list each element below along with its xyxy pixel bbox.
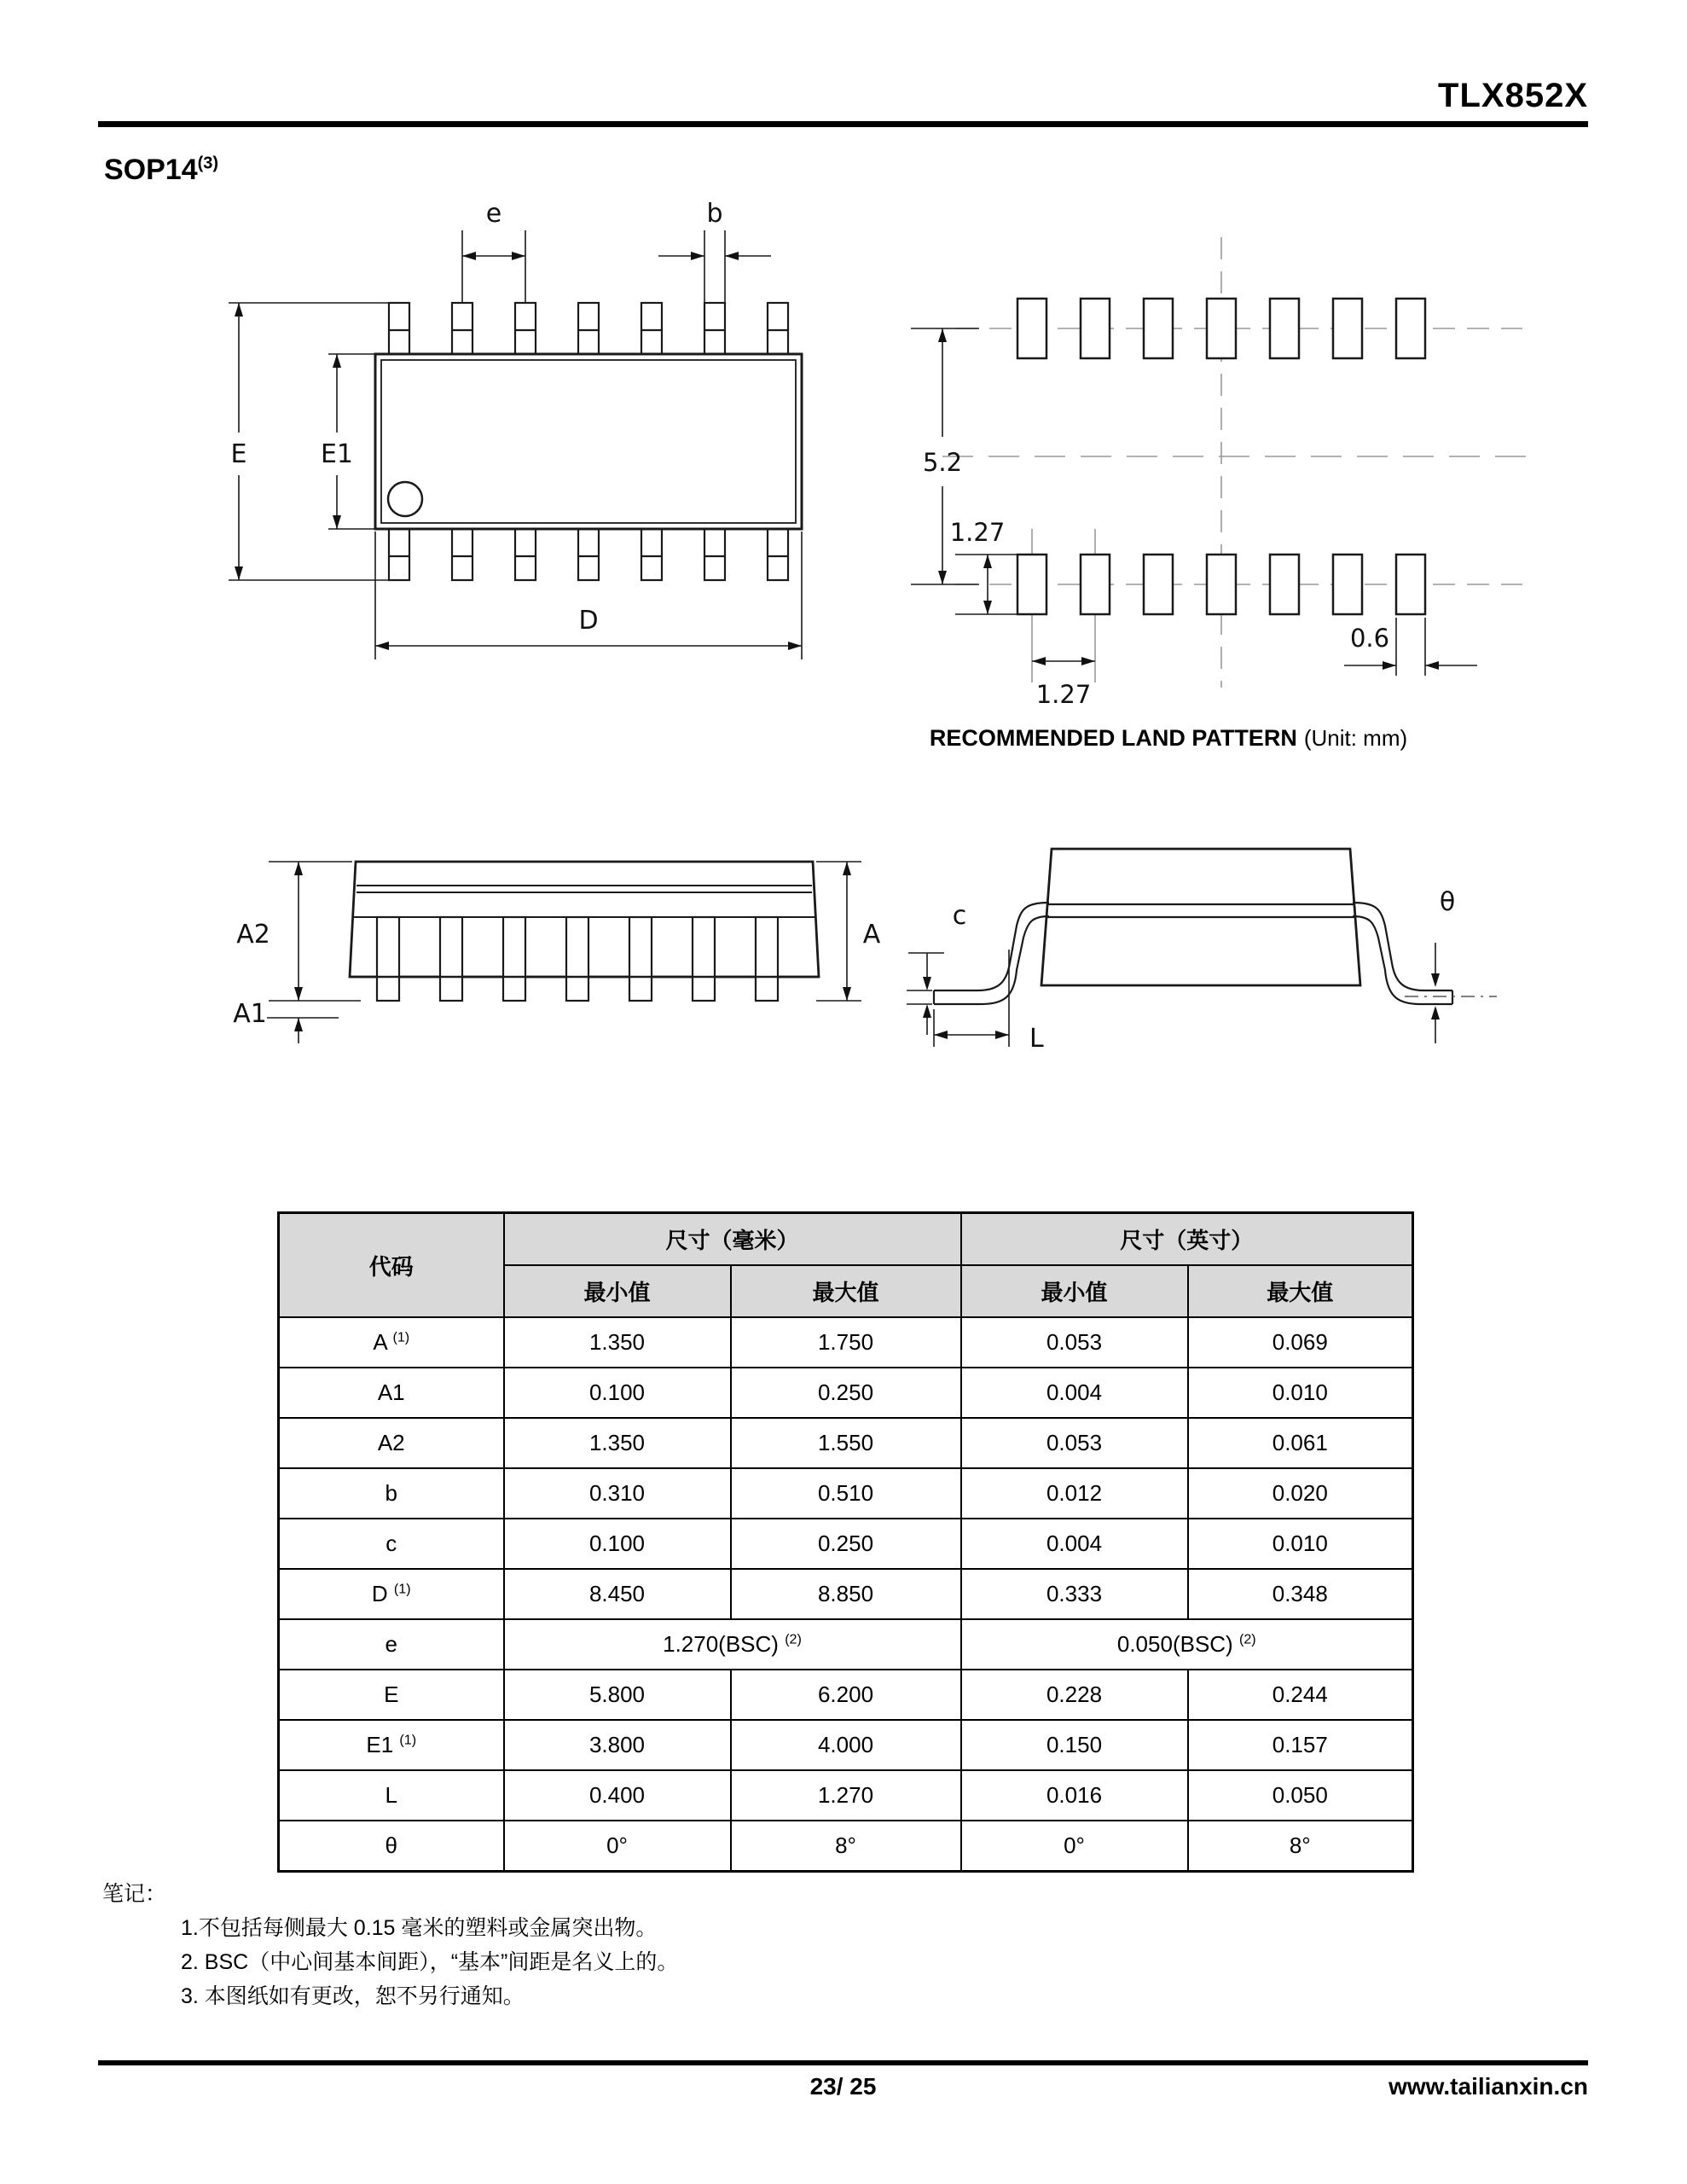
dimension-cell: 6.200: [731, 1670, 961, 1720]
dimension-cell: 8.450: [504, 1569, 731, 1619]
dimension-cell: E1 $^{(1)}$: [279, 1720, 504, 1770]
dimension-cell: e: [279, 1619, 504, 1670]
dim-label-D: D: [578, 606, 599, 636]
package-top-view-drawing: [162, 192, 844, 687]
dimension-cell: A $^{(1)}$: [279, 1317, 504, 1368]
dim-label-b: b: [706, 199, 723, 229]
dimension-cell: 0.348: [1188, 1569, 1413, 1619]
dim-label-A2: A2: [236, 920, 270, 950]
dim-label-E1: E1: [320, 439, 354, 469]
dim-label-row-spacing: 5.2: [922, 448, 963, 477]
document-title: TLX852X: [1438, 77, 1588, 114]
col-header-inch-max: 最大值: [1188, 1265, 1413, 1317]
land-pattern-caption: [836, 725, 1501, 752]
dimension-row: [279, 1770, 1413, 1821]
notes-title: 笔记：: [102, 1882, 167, 1906]
dimension-cell: 8°: [1188, 1821, 1413, 1872]
dimension-cell: 1.750: [731, 1317, 961, 1368]
dimension-cell: 0.010: [1188, 1368, 1413, 1418]
dimension-cell: 0.100: [504, 1519, 731, 1569]
dim-label-theta: θ: [1439, 887, 1456, 917]
dimension-cell: 8.850: [731, 1569, 961, 1619]
dimension-cell: 0.061: [1188, 1418, 1413, 1468]
dimension-cell: 0.510: [731, 1468, 961, 1519]
header-rule: [98, 121, 1588, 127]
dimension-cell: 0.020: [1188, 1468, 1413, 1519]
dimension-cell: 0.016: [961, 1770, 1188, 1821]
dimension-cell: 0°: [504, 1821, 731, 1872]
land-pattern-drawing: [870, 205, 1552, 708]
dimension-cell: 8°: [731, 1821, 961, 1872]
dimension-row: [279, 1821, 1413, 1872]
dimension-cell: 0.100: [504, 1368, 731, 1418]
dimension-cell: 1.550: [731, 1418, 961, 1468]
dimension-cell: 1.270(BSC) $^{(2)}$: [504, 1619, 961, 1670]
package-body: [375, 354, 802, 529]
dimension-cell: 1.270: [731, 1770, 961, 1821]
page-number: 23/ 25: [809, 2073, 877, 2100]
dimension-cell: 0.333: [961, 1569, 1188, 1619]
dimension-row: [279, 1317, 1413, 1368]
dim-label-A1: A1: [233, 999, 267, 1029]
dimension-row: [279, 1418, 1413, 1468]
dimension-cell: 5.800: [504, 1670, 731, 1720]
dimension-cell: D $^{(1)}$: [279, 1569, 504, 1619]
dimension-row: [279, 1569, 1413, 1619]
col-header-mm-min: 最小值: [504, 1265, 731, 1317]
dimension-cell: 0.004: [961, 1519, 1188, 1569]
package-profile-view-drawing: [900, 815, 1531, 1071]
dim-label-E: E: [230, 439, 247, 469]
dimension-cell: 0.150: [961, 1720, 1188, 1770]
land-pattern-caption-unit: (Unit: mm): [1303, 725, 1408, 751]
note-item: 1.不包括每侧最大 0.15 毫米的塑料或金属突出物。: [181, 1916, 658, 1940]
dimension-cell: 0.050: [1188, 1770, 1413, 1821]
dimension-row: [279, 1670, 1413, 1720]
dimension-cell: 0.244: [1188, 1670, 1413, 1720]
dimensions-table: [277, 1211, 1414, 1873]
package-name: SOP14: [104, 154, 198, 186]
dimension-cell: b: [279, 1468, 504, 1519]
col-header-mm: 尺寸（毫米）: [504, 1213, 961, 1266]
dimension-cell: 0.400: [504, 1770, 731, 1821]
dimension-row: [279, 1368, 1413, 1418]
package-front-view-drawing: [141, 815, 891, 1045]
dimension-cell: c: [279, 1519, 504, 1569]
dimension-row: [279, 1468, 1413, 1519]
dimension-row: [279, 1720, 1413, 1770]
dimension-cell: 1.350: [504, 1317, 731, 1368]
col-header-code: 代码: [279, 1213, 504, 1318]
dim-label-e: e: [485, 199, 502, 229]
dimension-cell: 0.050(BSC) $^{(2)}$: [961, 1619, 1413, 1670]
dimension-row: [279, 1519, 1413, 1569]
dimension-cell: L: [279, 1770, 504, 1821]
dimension-cell: 0.053: [961, 1317, 1188, 1368]
website-link[interactable]: www.tailianxin.cn: [1388, 2073, 1588, 2100]
dim-label-pad-height: 1.27: [949, 518, 1006, 547]
bottom-pins: [389, 529, 788, 580]
dimension-cell: 0.010: [1188, 1519, 1413, 1569]
dimension-cell: A2: [279, 1418, 504, 1468]
dimension-cell: 0°: [961, 1821, 1188, 1872]
package-name-superscript: (3): [197, 154, 219, 173]
dimension-cell: 0.310: [504, 1468, 731, 1519]
dimension-cell: 1.350: [504, 1418, 731, 1468]
dim-label-pitch: 1.27: [1035, 680, 1092, 708]
note-item: 2. BSC（中心间基本间距），“基本”间距是名义上的。: [181, 1950, 679, 1974]
land-pattern-arrowheads: [938, 328, 1439, 670]
col-header-inch-min: 最小值: [961, 1265, 1188, 1317]
dimension-cell: 0.250: [731, 1519, 961, 1569]
note-item: 3. 本图纸如有更改，恕不另行通知。: [181, 1984, 525, 2008]
footer-rule: [98, 2060, 1588, 2065]
dim-label-c: c: [952, 901, 967, 931]
dimension-cell: 0.004: [961, 1368, 1188, 1418]
dimension-cell: 0.069: [1188, 1317, 1413, 1368]
dimension-cell: 0.053: [961, 1418, 1188, 1468]
dimension-row: [279, 1619, 1413, 1670]
dimension-cell: E: [279, 1670, 504, 1720]
package-section-title: [104, 154, 218, 187]
dim-label-pad-width: 0.6: [1349, 624, 1390, 653]
dimensions-table-header: [279, 1213, 1413, 1318]
dimension-cell: 4.000: [731, 1720, 961, 1770]
notes-block: [102, 1877, 678, 2013]
col-header-inch: 尺寸（英寸）: [961, 1213, 1413, 1266]
dimensions-table-body: [279, 1317, 1413, 1872]
dimension-cell: A1: [279, 1368, 504, 1418]
dimension-cell: 0.250: [731, 1368, 961, 1418]
land-pattern-caption-title: RECOMMENDED LAND PATTERN: [929, 725, 1297, 751]
dim-label-L: L: [1029, 1024, 1044, 1054]
dimension-cell: 0.012: [961, 1468, 1188, 1519]
dimension-cell: 0.157: [1188, 1720, 1413, 1770]
col-header-mm-max: 最大值: [731, 1265, 961, 1317]
dimension-cell: θ: [279, 1821, 504, 1872]
top-pins: [389, 303, 788, 354]
dimension-cell: 0.228: [961, 1670, 1188, 1720]
dimension-cell: 3.800: [504, 1720, 731, 1770]
dim-label-A: A: [862, 920, 881, 950]
